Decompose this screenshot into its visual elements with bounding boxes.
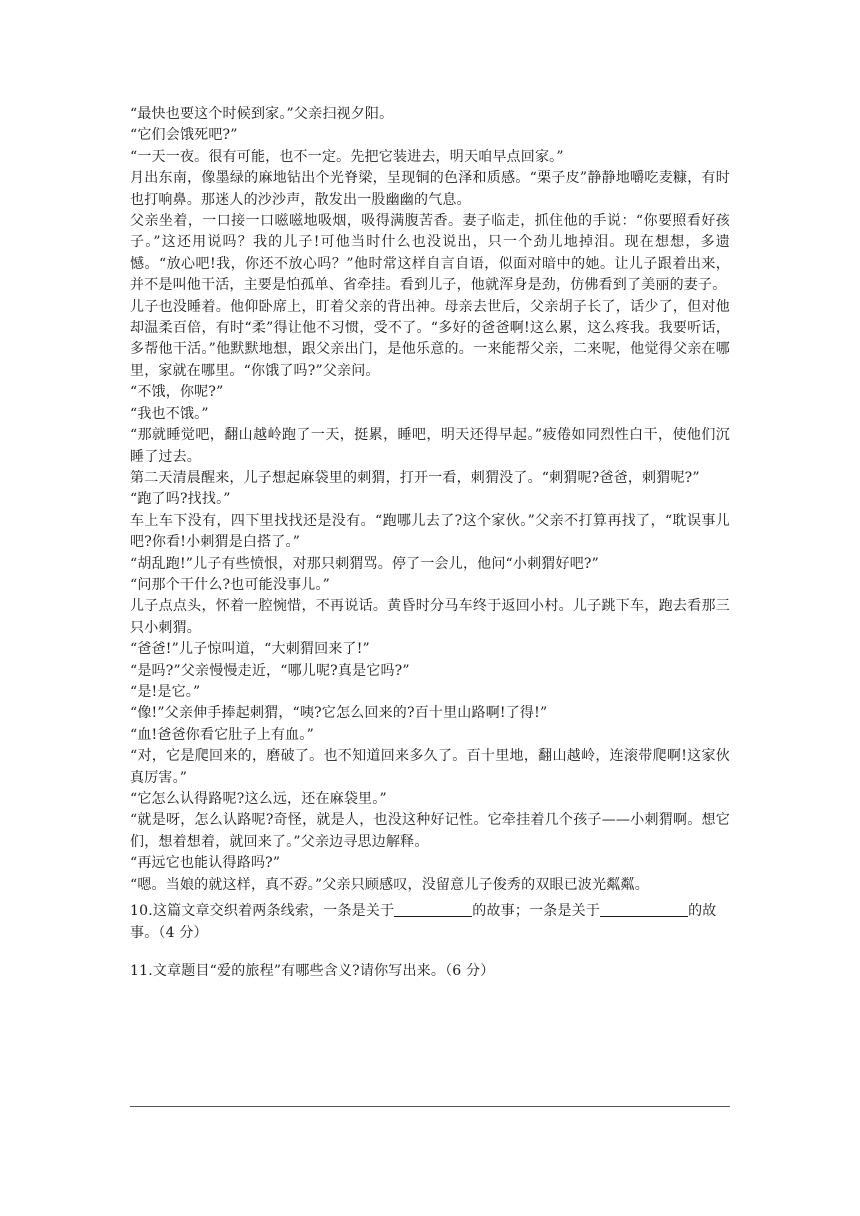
paragraph: “它怎么认得路呢?这么远，还在麻袋里。” — [130, 791, 387, 807]
question-10-part-3: 的故事。（4 分） — [130, 903, 717, 942]
question-10-part-2: 的故事；一条是关于 — [472, 903, 601, 920]
paragraph: “爸爸!”儿子惊叫道，“大刺猬回来了!” — [130, 641, 370, 658]
paragraph: “再远它也能认得路吗?” — [130, 855, 281, 872]
paragraph: 第二天清晨醒来，儿子想起麻袋里的刺猬，打开一看，刺猬没了。“刺猬呢?爸爸，刺猬呢?” — [130, 469, 700, 486]
paragraph: “是吗?”父亲慢慢走近，“哪儿呢?真是它吗?” — [130, 662, 410, 679]
paragraph: “它们会饿死吧?” — [130, 127, 238, 144]
paragraph: “最快也要这个时候到家。”父亲扫视夕阳。 — [130, 106, 394, 122]
answer-line — [130, 1106, 730, 1107]
paragraph: 父亲坐着，一口接一口嗞嗞地吸烟，吸得满腹苦香。妻子临走，抓住他的手说：“你要照看好孩子。”这还用说吗？我的儿子!可他当时什么也没说出，只一个劲儿地掉泪。现在想想，多遗憾。“放心吧!我，你还不放心吗？”他时常这样自言自语，似面对暗中的她。让儿子跟着出来，并不是叫他干活，主要是怕孤单、省牵挂。看到儿子，他就浑身是劲，仿佛看到了美丽的妻子。 — [130, 213, 730, 294]
paragraph: “胡乱跑!”儿子有些愤恨，对那只刺猬骂。停了一会儿，他问“小刺猬好吧?” — [130, 555, 599, 572]
question-10 — [130, 900, 730, 944]
paragraph: 月出东南，像墨绿的麻地钻出个光脊梁，呈现铜的色泽和质感。“栗子皮”静静地嚼吃麦糠，有时也打响鼻。那迷人的沙沙声，散发出一股幽幽的气息。 — [130, 170, 730, 208]
paragraph: “不饿，你呢?” — [130, 384, 224, 401]
story-text — [130, 104, 730, 896]
question-11: 11.文章题目“爱的旅程”有哪些含义?请你写出来。（6 分） — [130, 963, 495, 980]
paragraph: “那就睡觉吧，翻山越岭跑了一天，挺累，睡吧，明天还得早起。”疲倦如同烈性白干，使他们沉睡了过去。 — [130, 427, 730, 465]
paragraph: 儿子点点头，怀着一腔惋惜，不再说话。黄昏时分马车终于返回小村。儿子跳下车，跑去看那三只小刺猬。 — [130, 598, 730, 636]
paragraph: “就是呀，怎么认路呢?奇怪，就是人，也没这种好记性。它牵挂着几个孩子——小刺猬啊。想它们，想着想着，就回来了。”父亲边寻思边解释。 — [130, 812, 730, 850]
paragraph: “嗯。当娘的就这样，真不孬。”父亲只顾感叹，没留意儿子俊秀的双眼已波光粼粼。 — [130, 876, 649, 893]
answer-blank-2[interactable] — [600, 902, 688, 917]
document-body — [130, 104, 730, 982]
paragraph: “我也不饿。” — [130, 405, 209, 422]
paragraph: “对，它是爬回来的，磨破了。也不知道回来多久了。百十里地，翻山越岭，连滚带爬啊!这家伙真厉害。” — [130, 748, 730, 786]
paragraph: “像!”父亲伸手捧起刺猬，“咦?它怎么回来的?百十里山路啊!了得!” — [130, 705, 548, 722]
paragraph: “是!是它。” — [130, 683, 201, 700]
paragraph: “血!爸爸你看它肚子上有血。” — [130, 726, 314, 743]
question-10-part-1: 10.这篇文章交织着两条线索，一条是关于 — [130, 903, 395, 920]
paragraph: “问那个干什么?也可能没事儿。” — [130, 576, 331, 593]
paragraph: 儿子也没睡着。他仰卧席上，盯着父亲的背出神。母亲去世后，父亲胡子长了，话少了，但对他却温柔百倍，有时“柔”得让他不习惯，受不了。“多好的爸爸啊!这么累，这么疼我。我要听话，多帮他干活。”他默默地想，跟父亲出门，是他乐意的。一来能帮父亲，二来呢，他觉得父亲在哪里，家就在哪里。“你饿了吗?”父亲问。 — [130, 298, 730, 379]
paragraph: “跑了吗?找找。” — [130, 491, 231, 508]
paragraph: 车上车下没有，四下里找找还是没有。“跑哪儿去了?这个家伙。”父亲不打算再找了，“耽误事儿吧?你看!小刺猬是白搭了。” — [130, 512, 730, 551]
answer-blank-1[interactable] — [394, 902, 472, 917]
paragraph: “一天一夜。很有可能，也不一定。先把它装进去，明天咱早点回家。” — [130, 148, 564, 165]
